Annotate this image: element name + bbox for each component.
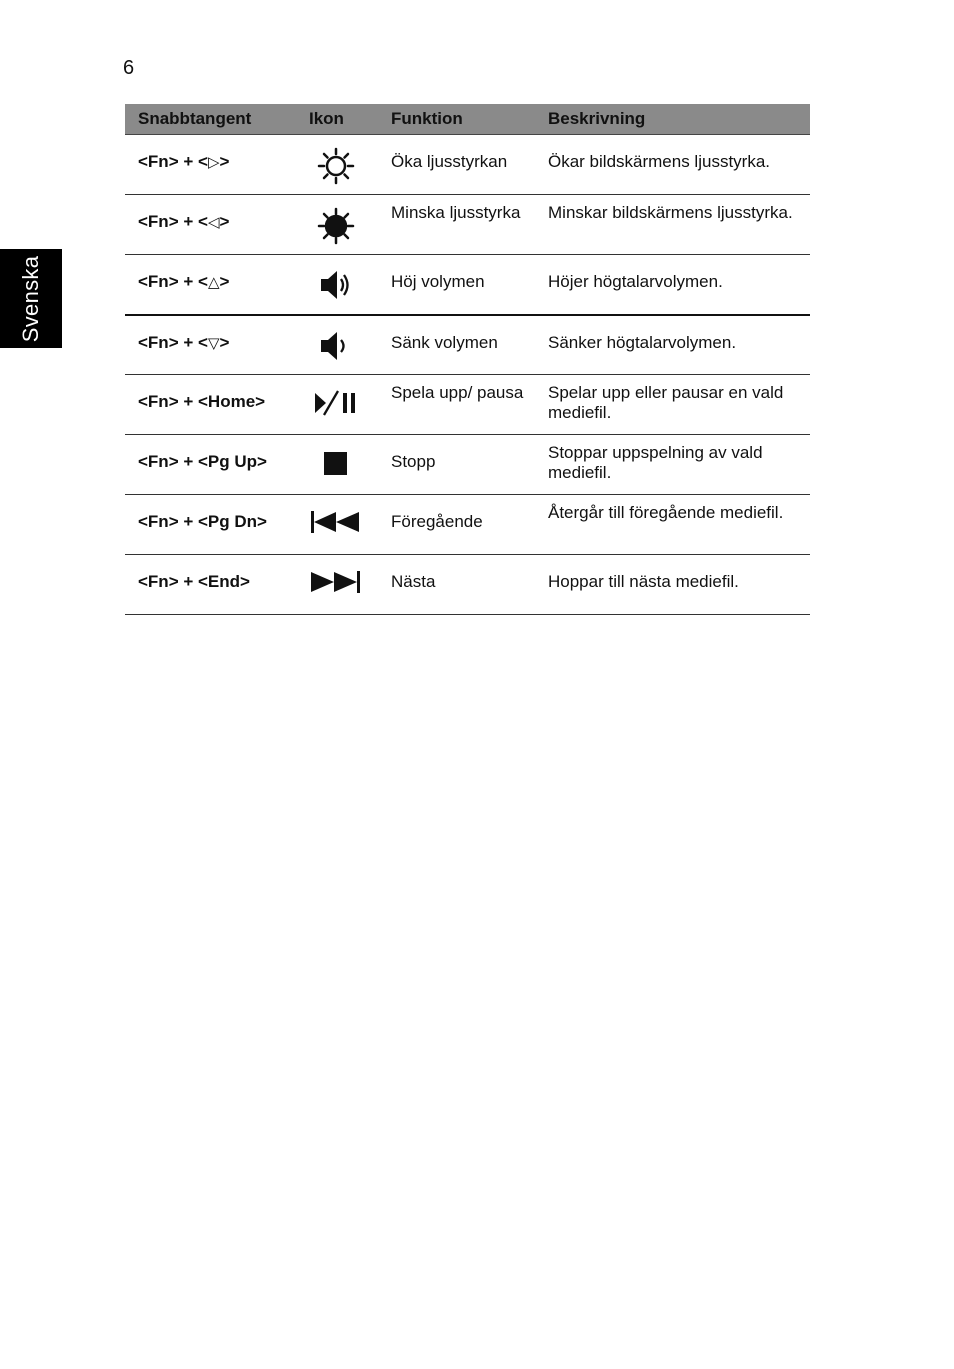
- icon-cell: [295, 555, 377, 615]
- hotkey-cell: [125, 195, 295, 255]
- language-tab: [0, 249, 62, 348]
- play-pause-icon: [311, 387, 361, 419]
- hotkey-prefix: <Fn> + <: [138, 272, 208, 291]
- volume-up-icon: [317, 267, 355, 303]
- function-cell: Sänk volymen: [377, 315, 534, 375]
- description-cell: Sänker högtalarvolymen.: [534, 315, 810, 375]
- icon-cell: [295, 315, 377, 375]
- function-cell: Föregående: [377, 495, 534, 555]
- hotkey-cell: <Fn> + <Pg Dn>: [125, 495, 295, 555]
- right-arrow-glyph: ▷: [207, 154, 220, 171]
- up-arrow-glyph: △: [207, 274, 220, 291]
- function-cell: Minska ljusstyrka: [377, 195, 534, 255]
- table-row: [125, 255, 810, 315]
- header-hotkey: Snabbtangent: [125, 104, 295, 135]
- icon-cell: [295, 495, 377, 555]
- table-row: [125, 555, 810, 615]
- table-row: [125, 195, 810, 255]
- page-number: 6: [123, 57, 135, 79]
- description-cell: Återgår till föregående mediefil.: [534, 495, 810, 555]
- stop-icon: [321, 447, 351, 479]
- hotkey-suffix: >: [219, 152, 230, 171]
- description-cell: Ökar bildskärmens ljusstyrka.: [534, 135, 810, 195]
- hotkey-prefix: <Fn> + <: [138, 212, 208, 231]
- description-cell: Hoppar till nästa mediefil.: [534, 555, 810, 615]
- hotkey-cell: [125, 255, 295, 315]
- table-row: [125, 495, 810, 555]
- function-cell: Spela upp/ pausa: [377, 375, 534, 435]
- icon-cell: [295, 435, 377, 495]
- function-cell: Nästa: [377, 555, 534, 615]
- brightness-down-icon: [317, 207, 355, 245]
- description-cell: Stoppar uppspelning av vald mediefil.: [534, 435, 810, 495]
- header-function: Funktion: [377, 104, 534, 135]
- hotkey-cell: [125, 135, 295, 195]
- table-header: [125, 104, 810, 135]
- table-row: [125, 135, 810, 195]
- previous-track-icon: [309, 507, 363, 537]
- down-arrow-glyph: ▽: [207, 334, 220, 352]
- hotkey-suffix: >: [219, 332, 230, 352]
- function-cell: Öka ljusstyrkan: [377, 135, 534, 195]
- hotkey-prefix: <Fn> + <: [138, 332, 208, 352]
- hotkey-cell: [125, 315, 295, 375]
- hotkey-suffix: >: [219, 272, 230, 291]
- icon-cell: [295, 195, 377, 255]
- icon-cell: [295, 135, 377, 195]
- hotkey-cell: <Fn> + <Pg Up>: [125, 435, 295, 495]
- icon-cell: [295, 255, 377, 315]
- function-cell: Höj volymen: [377, 255, 534, 315]
- left-arrow-glyph: ◁: [207, 214, 220, 231]
- hotkey-cell: <Fn> + <End>: [125, 555, 295, 615]
- language-tab-label: Svenska: [18, 255, 44, 342]
- hotkey-cell: <Fn> + <Home>: [125, 375, 295, 435]
- description-cell: Minskar bildskärmens ljusstyrka.: [534, 195, 810, 255]
- hotkey-table: [125, 104, 810, 615]
- header-description: Beskrivning: [534, 104, 810, 135]
- description-cell: Höjer högtalarvolymen.: [534, 255, 810, 315]
- description-cell: Spelar upp eller pausar en vald mediefil.: [534, 375, 810, 435]
- icon-cell: [295, 375, 377, 435]
- table-row: [125, 375, 810, 435]
- table-row: [125, 435, 810, 495]
- volume-down-icon: [317, 328, 355, 364]
- brightness-up-icon: [317, 147, 355, 185]
- table-row: [125, 315, 810, 375]
- function-cell: Stopp: [377, 435, 534, 495]
- hotkey-suffix: >: [219, 212, 230, 231]
- header-icon: Ikon: [295, 104, 377, 135]
- next-track-icon: [309, 567, 363, 597]
- hotkey-prefix: <Fn> + <: [138, 152, 208, 171]
